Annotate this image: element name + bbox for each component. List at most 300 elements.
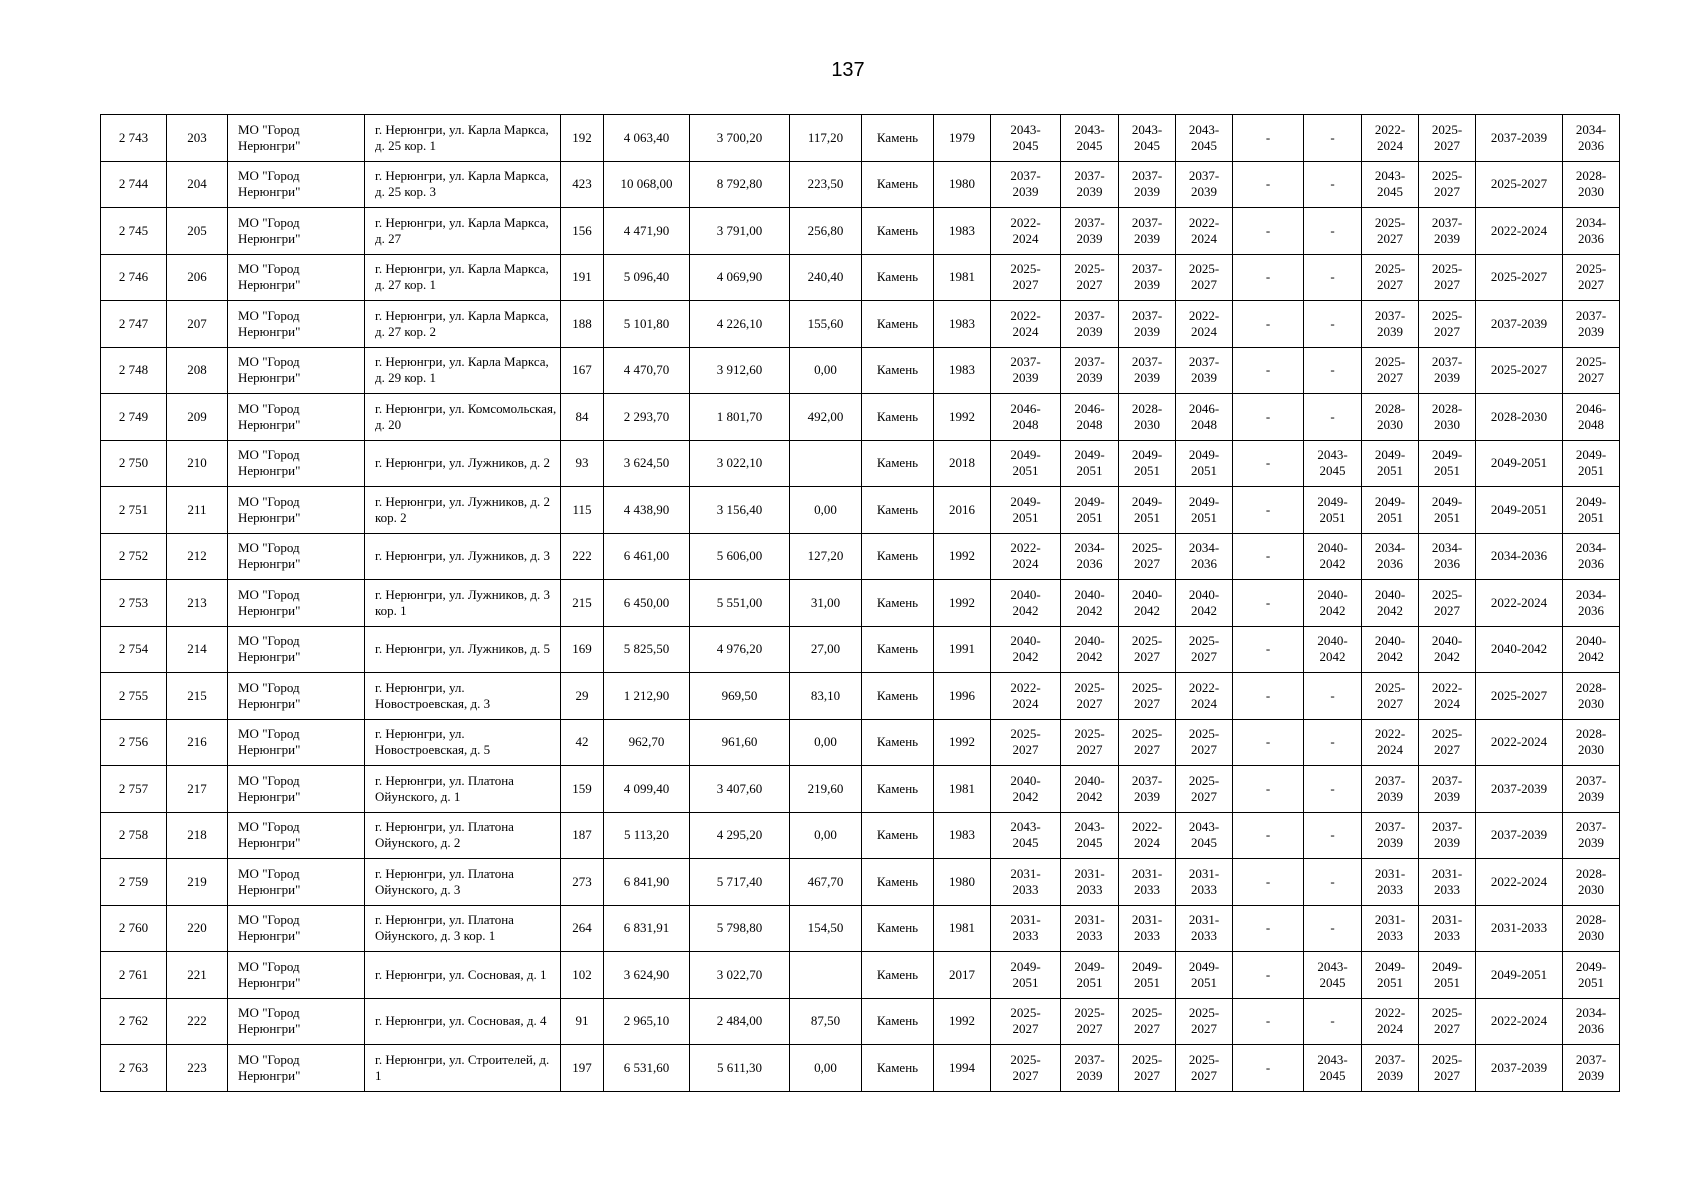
total-area-cell: 10 068,00: [604, 161, 690, 208]
year-built-cell: 1992: [934, 533, 991, 580]
local-number-cell: 220: [167, 905, 228, 952]
period-cell: 2040- 2042: [1061, 766, 1119, 813]
municipality-cell: МО "Город Нерюнгри": [228, 301, 365, 348]
total-area-cell: 962,70: [604, 719, 690, 766]
local-number-cell: 216: [167, 719, 228, 766]
residents-cell: 187: [561, 812, 604, 859]
local-number-cell: 213: [167, 580, 228, 627]
row-number-cell: 2 750: [101, 440, 167, 487]
period-cell: 2031- 2033: [1419, 859, 1476, 906]
period-cell: 2040- 2042: [1061, 580, 1119, 627]
period-cell: 2037-2039: [1476, 1045, 1563, 1092]
period-cell: 2049- 2051: [1419, 440, 1476, 487]
period-cell: 2025- 2027: [1119, 626, 1176, 673]
period-cell: 2043- 2045: [991, 115, 1061, 162]
table-row: [101, 533, 1620, 580]
period-cell: 2037- 2039: [1119, 301, 1176, 348]
period-cell: 2025- 2027: [1419, 254, 1476, 301]
period-cell: 2028- 2030: [1119, 394, 1176, 441]
address-cell: г. Нерюнгри, ул. Строителей, д. 1: [365, 1045, 561, 1092]
wall-material-cell: Камень: [862, 440, 934, 487]
nonresidential-area-cell: 467,70: [790, 859, 862, 906]
row-number-cell: 2 763: [101, 1045, 167, 1092]
period-cell: 2049- 2051: [1362, 487, 1419, 534]
year-built-cell: 1992: [934, 580, 991, 627]
living-area-cell: 8 792,80: [690, 161, 790, 208]
local-number-cell: 219: [167, 859, 228, 906]
living-area-cell: 3 700,20: [690, 115, 790, 162]
period-cell: 2049- 2051: [1362, 952, 1419, 999]
total-area-cell: 6 841,90: [604, 859, 690, 906]
period-cell: 2049- 2051: [1119, 440, 1176, 487]
table-row: [101, 580, 1620, 627]
residents-cell: 215: [561, 580, 604, 627]
wall-material-cell: Камень: [862, 626, 934, 673]
period-cell: -: [1304, 347, 1362, 394]
living-area-cell: 4 069,90: [690, 254, 790, 301]
nonresidential-area-cell: 223,50: [790, 161, 862, 208]
period-cell: 2049-2051: [1476, 487, 1563, 534]
nonresidential-area-cell: 492,00: [790, 394, 862, 441]
period-cell: 2034- 2036: [1563, 580, 1620, 627]
residents-cell: 222: [561, 533, 604, 580]
period-cell: 2037- 2039: [1061, 161, 1119, 208]
period-cell: -: [1304, 394, 1362, 441]
year-built-cell: 2016: [934, 487, 991, 534]
period-cell: 2025- 2027: [991, 1045, 1061, 1092]
period-cell: 2046- 2048: [1563, 394, 1620, 441]
municipality-cell: МО "Город Нерюнгри": [228, 161, 365, 208]
period-cell: -: [1233, 719, 1304, 766]
table-row: [101, 673, 1620, 720]
period-cell: 2037- 2039: [1119, 347, 1176, 394]
period-cell: 2049- 2051: [1176, 952, 1233, 999]
living-area-cell: 961,60: [690, 719, 790, 766]
nonresidential-area-cell: 0,00: [790, 719, 862, 766]
period-cell: 2040-2042: [1476, 626, 1563, 673]
period-cell: 2025- 2027: [991, 998, 1061, 1045]
period-cell: 2022- 2024: [991, 301, 1061, 348]
period-cell: 2037- 2039: [1119, 766, 1176, 813]
period-cell: 2037- 2039: [1176, 347, 1233, 394]
year-built-cell: 1996: [934, 673, 991, 720]
period-cell: 2037- 2039: [1563, 1045, 1620, 1092]
living-area-cell: 2 484,00: [690, 998, 790, 1045]
period-cell: -: [1304, 719, 1362, 766]
period-cell: -: [1304, 115, 1362, 162]
period-cell: 2025- 2027: [1419, 161, 1476, 208]
period-cell: -: [1304, 905, 1362, 952]
year-built-cell: 1981: [934, 766, 991, 813]
table-row: [101, 394, 1620, 441]
total-area-cell: 5 825,50: [604, 626, 690, 673]
municipality-cell: МО "Город Нерюнгри": [228, 859, 365, 906]
living-area-cell: 5 611,30: [690, 1045, 790, 1092]
period-cell: 2031- 2033: [1362, 859, 1419, 906]
period-cell: 2031- 2033: [991, 859, 1061, 906]
local-number-cell: 223: [167, 1045, 228, 1092]
table-row: [101, 487, 1620, 534]
living-area-cell: 5 551,00: [690, 580, 790, 627]
address-cell: г. Нерюнгри, ул. Новостроевская, д. 5: [365, 719, 561, 766]
period-cell: -: [1233, 766, 1304, 813]
wall-material-cell: Камень: [862, 208, 934, 255]
municipality-cell: МО "Город Нерюнгри": [228, 1045, 365, 1092]
period-cell: 2025- 2027: [1176, 1045, 1233, 1092]
period-cell: 2022-2024: [1476, 719, 1563, 766]
wall-material-cell: Камень: [862, 1045, 934, 1092]
address-cell: г. Нерюнгри, ул. Платона Ойунского, д. 3 кор. 1: [365, 905, 561, 952]
period-cell: 2028- 2030: [1563, 673, 1620, 720]
period-cell: 2025- 2027: [1119, 719, 1176, 766]
period-cell: 2040- 2042: [1119, 580, 1176, 627]
period-cell: 2040- 2042: [991, 580, 1061, 627]
nonresidential-area-cell: [790, 952, 862, 999]
period-cell: 2025- 2027: [1119, 673, 1176, 720]
wall-material-cell: Камень: [862, 673, 934, 720]
nonresidential-area-cell: 83,10: [790, 673, 862, 720]
local-number-cell: 204: [167, 161, 228, 208]
local-number-cell: 212: [167, 533, 228, 580]
period-cell: 2034- 2036: [1419, 533, 1476, 580]
period-cell: 2040- 2042: [1362, 626, 1419, 673]
period-cell: 2022- 2024: [1362, 998, 1419, 1045]
row-number-cell: 2 759: [101, 859, 167, 906]
period-cell: -: [1233, 1045, 1304, 1092]
period-cell: 2043- 2045: [1061, 812, 1119, 859]
period-cell: 2040- 2042: [1304, 626, 1362, 673]
period-cell: 2031- 2033: [1419, 905, 1476, 952]
year-built-cell: 2018: [934, 440, 991, 487]
period-cell: 2025- 2027: [1176, 998, 1233, 1045]
period-cell: 2025- 2027: [1362, 254, 1419, 301]
address-cell: г. Нерюнгри, ул. Карла Маркса, д. 25 кор. 3: [365, 161, 561, 208]
year-built-cell: 1981: [934, 254, 991, 301]
table-row: [101, 254, 1620, 301]
period-cell: 2034- 2036: [1362, 533, 1419, 580]
residents-cell: 156: [561, 208, 604, 255]
period-cell: 2034- 2036: [1563, 115, 1620, 162]
period-cell: 2025- 2027: [1362, 347, 1419, 394]
period-cell: 2037- 2039: [991, 347, 1061, 394]
year-built-cell: 1994: [934, 1045, 991, 1092]
period-cell: 2049- 2051: [1119, 487, 1176, 534]
period-cell: 2025- 2027: [1061, 673, 1119, 720]
address-cell: г. Нерюнгри, ул. Сосновая, д. 1: [365, 952, 561, 999]
row-number-cell: 2 756: [101, 719, 167, 766]
period-cell: 2040- 2042: [1176, 580, 1233, 627]
row-number-cell: 2 751: [101, 487, 167, 534]
period-cell: 2049- 2051: [1061, 487, 1119, 534]
living-area-cell: 3 022,70: [690, 952, 790, 999]
local-number-cell: 221: [167, 952, 228, 999]
address-cell: г. Нерюнгри, ул. Платона Ойунского, д. 2: [365, 812, 561, 859]
table-row: [101, 208, 1620, 255]
wall-material-cell: Камень: [862, 580, 934, 627]
row-number-cell: 2 745: [101, 208, 167, 255]
period-cell: 2046- 2048: [1176, 394, 1233, 441]
municipality-cell: МО "Город Нерюнгри": [228, 905, 365, 952]
address-cell: г. Нерюнгри, ул. Карла Маркса, д. 25 кор. 1: [365, 115, 561, 162]
period-cell: 2022-2024: [1476, 998, 1563, 1045]
period-cell: 2037- 2039: [1119, 208, 1176, 255]
period-cell: 2043- 2045: [1304, 952, 1362, 999]
address-cell: г. Нерюнгри, ул. Лужников, д. 2: [365, 440, 561, 487]
residents-cell: 167: [561, 347, 604, 394]
period-cell: 2046- 2048: [991, 394, 1061, 441]
total-area-cell: 2 965,10: [604, 998, 690, 1045]
row-number-cell: 2 760: [101, 905, 167, 952]
municipality-cell: МО "Город Нерюнгри": [228, 766, 365, 813]
period-cell: 2025- 2027: [1119, 998, 1176, 1045]
period-cell: 2025- 2027: [1061, 719, 1119, 766]
municipality-cell: МО "Город Нерюнгри": [228, 580, 365, 627]
row-number-cell: 2 752: [101, 533, 167, 580]
period-cell: 2037-2039: [1476, 812, 1563, 859]
period-cell: 2025- 2027: [1176, 719, 1233, 766]
local-number-cell: 205: [167, 208, 228, 255]
living-area-cell: 3 156,40: [690, 487, 790, 534]
year-built-cell: 1981: [934, 905, 991, 952]
period-cell: 2034- 2036: [1563, 208, 1620, 255]
local-number-cell: 203: [167, 115, 228, 162]
period-cell: 2022- 2024: [1119, 812, 1176, 859]
period-cell: 2037- 2039: [1563, 766, 1620, 813]
local-number-cell: 206: [167, 254, 228, 301]
total-area-cell: 4 470,70: [604, 347, 690, 394]
period-cell: 2028- 2030: [1419, 394, 1476, 441]
local-number-cell: 208: [167, 347, 228, 394]
nonresidential-area-cell: 117,20: [790, 115, 862, 162]
period-cell: 2037- 2039: [1419, 347, 1476, 394]
period-cell: -: [1304, 161, 1362, 208]
municipality-cell: МО "Город Нерюнгри": [228, 626, 365, 673]
address-cell: г. Нерюнгри, ул. Комсомольская, д. 20: [365, 394, 561, 441]
wall-material-cell: Камень: [862, 998, 934, 1045]
total-area-cell: 5 113,20: [604, 812, 690, 859]
period-cell: 2031- 2033: [991, 905, 1061, 952]
year-built-cell: 1983: [934, 347, 991, 394]
table-row: [101, 440, 1620, 487]
period-cell: -: [1233, 626, 1304, 673]
period-cell: 2049- 2051: [1176, 487, 1233, 534]
period-cell: 2037- 2039: [1563, 301, 1620, 348]
period-cell: 2040- 2042: [991, 626, 1061, 673]
period-cell: 2025-2027: [1476, 673, 1563, 720]
living-area-cell: 4 976,20: [690, 626, 790, 673]
year-built-cell: 1980: [934, 859, 991, 906]
period-cell: -: [1233, 161, 1304, 208]
address-cell: г. Нерюнгри, ул. Карла Маркса, д. 27 кор. 2: [365, 301, 561, 348]
total-area-cell: 5 096,40: [604, 254, 690, 301]
residents-cell: 191: [561, 254, 604, 301]
period-cell: 2022- 2024: [991, 673, 1061, 720]
period-cell: 2034- 2036: [1061, 533, 1119, 580]
period-cell: 2025- 2027: [1061, 998, 1119, 1045]
period-cell: 2037- 2039: [1061, 301, 1119, 348]
total-area-cell: 6 531,60: [604, 1045, 690, 1092]
address-cell: г. Нерюнгри, ул. Платона Ойунского, д. 3: [365, 859, 561, 906]
year-built-cell: 1983: [934, 208, 991, 255]
total-area-cell: 6 450,00: [604, 580, 690, 627]
municipality-cell: МО "Город Нерюнгри": [228, 812, 365, 859]
nonresidential-area-cell: 27,00: [790, 626, 862, 673]
year-built-cell: 1992: [934, 998, 991, 1045]
period-cell: 2022- 2024: [991, 208, 1061, 255]
period-cell: 2031- 2033: [1119, 859, 1176, 906]
living-area-cell: 4 295,20: [690, 812, 790, 859]
period-cell: 2025- 2027: [1119, 1045, 1176, 1092]
residents-cell: 197: [561, 1045, 604, 1092]
period-cell: 2043- 2045: [1176, 812, 1233, 859]
residents-cell: 159: [561, 766, 604, 813]
period-cell: 2025-2027: [1476, 161, 1563, 208]
row-number-cell: 2 744: [101, 161, 167, 208]
residents-cell: 264: [561, 905, 604, 952]
period-cell: 2040- 2042: [1304, 533, 1362, 580]
total-area-cell: 4 099,40: [604, 766, 690, 813]
period-cell: 2022- 2024: [1176, 301, 1233, 348]
nonresidential-area-cell: [790, 440, 862, 487]
period-cell: 2022-2024: [1476, 208, 1563, 255]
period-cell: 2049- 2051: [1563, 952, 1620, 999]
local-number-cell: 222: [167, 998, 228, 1045]
period-cell: 2043- 2045: [1061, 115, 1119, 162]
residents-cell: 188: [561, 301, 604, 348]
residents-cell: 115: [561, 487, 604, 534]
municipality-cell: МО "Город Нерюнгри": [228, 394, 365, 441]
local-number-cell: 207: [167, 301, 228, 348]
year-built-cell: 1983: [934, 301, 991, 348]
period-cell: 2022-2024: [1476, 859, 1563, 906]
row-number-cell: 2 754: [101, 626, 167, 673]
period-cell: 2025-2027: [1476, 254, 1563, 301]
table-row: [101, 952, 1620, 999]
period-cell: 2037- 2039: [1362, 301, 1419, 348]
period-cell: 2028- 2030: [1563, 719, 1620, 766]
period-cell: 2037- 2039: [991, 161, 1061, 208]
period-cell: 2037- 2039: [1176, 161, 1233, 208]
period-cell: 2037- 2039: [1419, 766, 1476, 813]
period-cell: 2037- 2039: [1061, 208, 1119, 255]
period-cell: 2025- 2027: [1563, 254, 1620, 301]
row-number-cell: 2 746: [101, 254, 167, 301]
residents-cell: 192: [561, 115, 604, 162]
period-cell: -: [1233, 673, 1304, 720]
year-built-cell: 1979: [934, 115, 991, 162]
period-cell: -: [1233, 394, 1304, 441]
municipality-cell: МО "Город Нерюнгри": [228, 115, 365, 162]
period-cell: 2022- 2024: [991, 533, 1061, 580]
address-cell: г. Нерюнгри, ул. Лужников, д. 2 кор. 2: [365, 487, 561, 534]
table-row: [101, 812, 1620, 859]
municipality-cell: МО "Город Нерюнгри": [228, 208, 365, 255]
address-cell: г. Нерюнгри, ул. Лужников, д. 5: [365, 626, 561, 673]
local-number-cell: 211: [167, 487, 228, 534]
address-cell: г. Нерюнгри, ул. Карла Маркса, д. 27 кор. 1: [365, 254, 561, 301]
period-cell: 2043- 2045: [1362, 161, 1419, 208]
period-cell: 2049- 2051: [991, 952, 1061, 999]
total-area-cell: 6 461,00: [604, 533, 690, 580]
row-number-cell: 2 748: [101, 347, 167, 394]
period-cell: 2037-2039: [1476, 115, 1563, 162]
nonresidential-area-cell: 0,00: [790, 347, 862, 394]
living-area-cell: 3 912,60: [690, 347, 790, 394]
local-number-cell: 218: [167, 812, 228, 859]
period-cell: 2025- 2027: [1362, 673, 1419, 720]
period-cell: -: [1304, 812, 1362, 859]
residents-cell: 84: [561, 394, 604, 441]
year-built-cell: 1991: [934, 626, 991, 673]
municipality-cell: МО "Город Нерюнгри": [228, 487, 365, 534]
period-cell: -: [1233, 580, 1304, 627]
period-cell: 2049- 2051: [1563, 440, 1620, 487]
period-cell: 2037- 2039: [1362, 766, 1419, 813]
period-cell: -: [1304, 254, 1362, 301]
living-area-cell: 5 717,40: [690, 859, 790, 906]
period-cell: 2028- 2030: [1362, 394, 1419, 441]
period-cell: 2022- 2024: [1419, 673, 1476, 720]
period-cell: 2034- 2036: [1563, 998, 1620, 1045]
period-cell: 2025- 2027: [1563, 347, 1620, 394]
period-cell: 2037- 2039: [1419, 208, 1476, 255]
nonresidential-area-cell: 0,00: [790, 812, 862, 859]
address-cell: г. Нерюнгри, ул. Лужников, д. 3: [365, 533, 561, 580]
residents-cell: 93: [561, 440, 604, 487]
period-cell: 2025- 2027: [991, 719, 1061, 766]
period-cell: 2022- 2024: [1176, 673, 1233, 720]
residents-cell: 29: [561, 673, 604, 720]
table-row: [101, 301, 1620, 348]
period-cell: -: [1233, 533, 1304, 580]
period-cell: -: [1304, 998, 1362, 1045]
period-cell: 2034-2036: [1476, 533, 1563, 580]
period-cell: 2043- 2045: [1304, 1045, 1362, 1092]
period-cell: 2049- 2051: [1061, 952, 1119, 999]
nonresidential-area-cell: 256,80: [790, 208, 862, 255]
period-cell: 2037- 2039: [1362, 1045, 1419, 1092]
residents-cell: 273: [561, 859, 604, 906]
period-cell: 2049- 2051: [991, 440, 1061, 487]
period-cell: -: [1233, 998, 1304, 1045]
address-cell: г. Нерюнгри, ул. Лужников, д. 3 кор. 1: [365, 580, 561, 627]
living-area-cell: 5 606,00: [690, 533, 790, 580]
period-cell: -: [1233, 347, 1304, 394]
period-cell: -: [1304, 301, 1362, 348]
total-area-cell: 2 293,70: [604, 394, 690, 441]
municipality-cell: МО "Город Нерюнгри": [228, 673, 365, 720]
nonresidential-area-cell: 0,00: [790, 1045, 862, 1092]
row-number-cell: 2 761: [101, 952, 167, 999]
period-cell: 2040- 2042: [1563, 626, 1620, 673]
local-number-cell: 209: [167, 394, 228, 441]
period-cell: 2040- 2042: [1061, 626, 1119, 673]
period-cell: 2049- 2051: [1419, 952, 1476, 999]
period-cell: 2022- 2024: [1362, 115, 1419, 162]
period-cell: 2025- 2027: [1362, 208, 1419, 255]
nonresidential-area-cell: 0,00: [790, 487, 862, 534]
period-cell: 2025- 2027: [1176, 254, 1233, 301]
period-cell: 2037- 2039: [1419, 812, 1476, 859]
period-cell: 2049- 2051: [1119, 952, 1176, 999]
period-cell: 2037-2039: [1476, 301, 1563, 348]
period-cell: 2025- 2027: [1419, 580, 1476, 627]
nonresidential-area-cell: 31,00: [790, 580, 862, 627]
period-cell: 2028- 2030: [1563, 905, 1620, 952]
nonresidential-area-cell: 219,60: [790, 766, 862, 813]
period-cell: -: [1304, 208, 1362, 255]
wall-material-cell: Камень: [862, 766, 934, 813]
